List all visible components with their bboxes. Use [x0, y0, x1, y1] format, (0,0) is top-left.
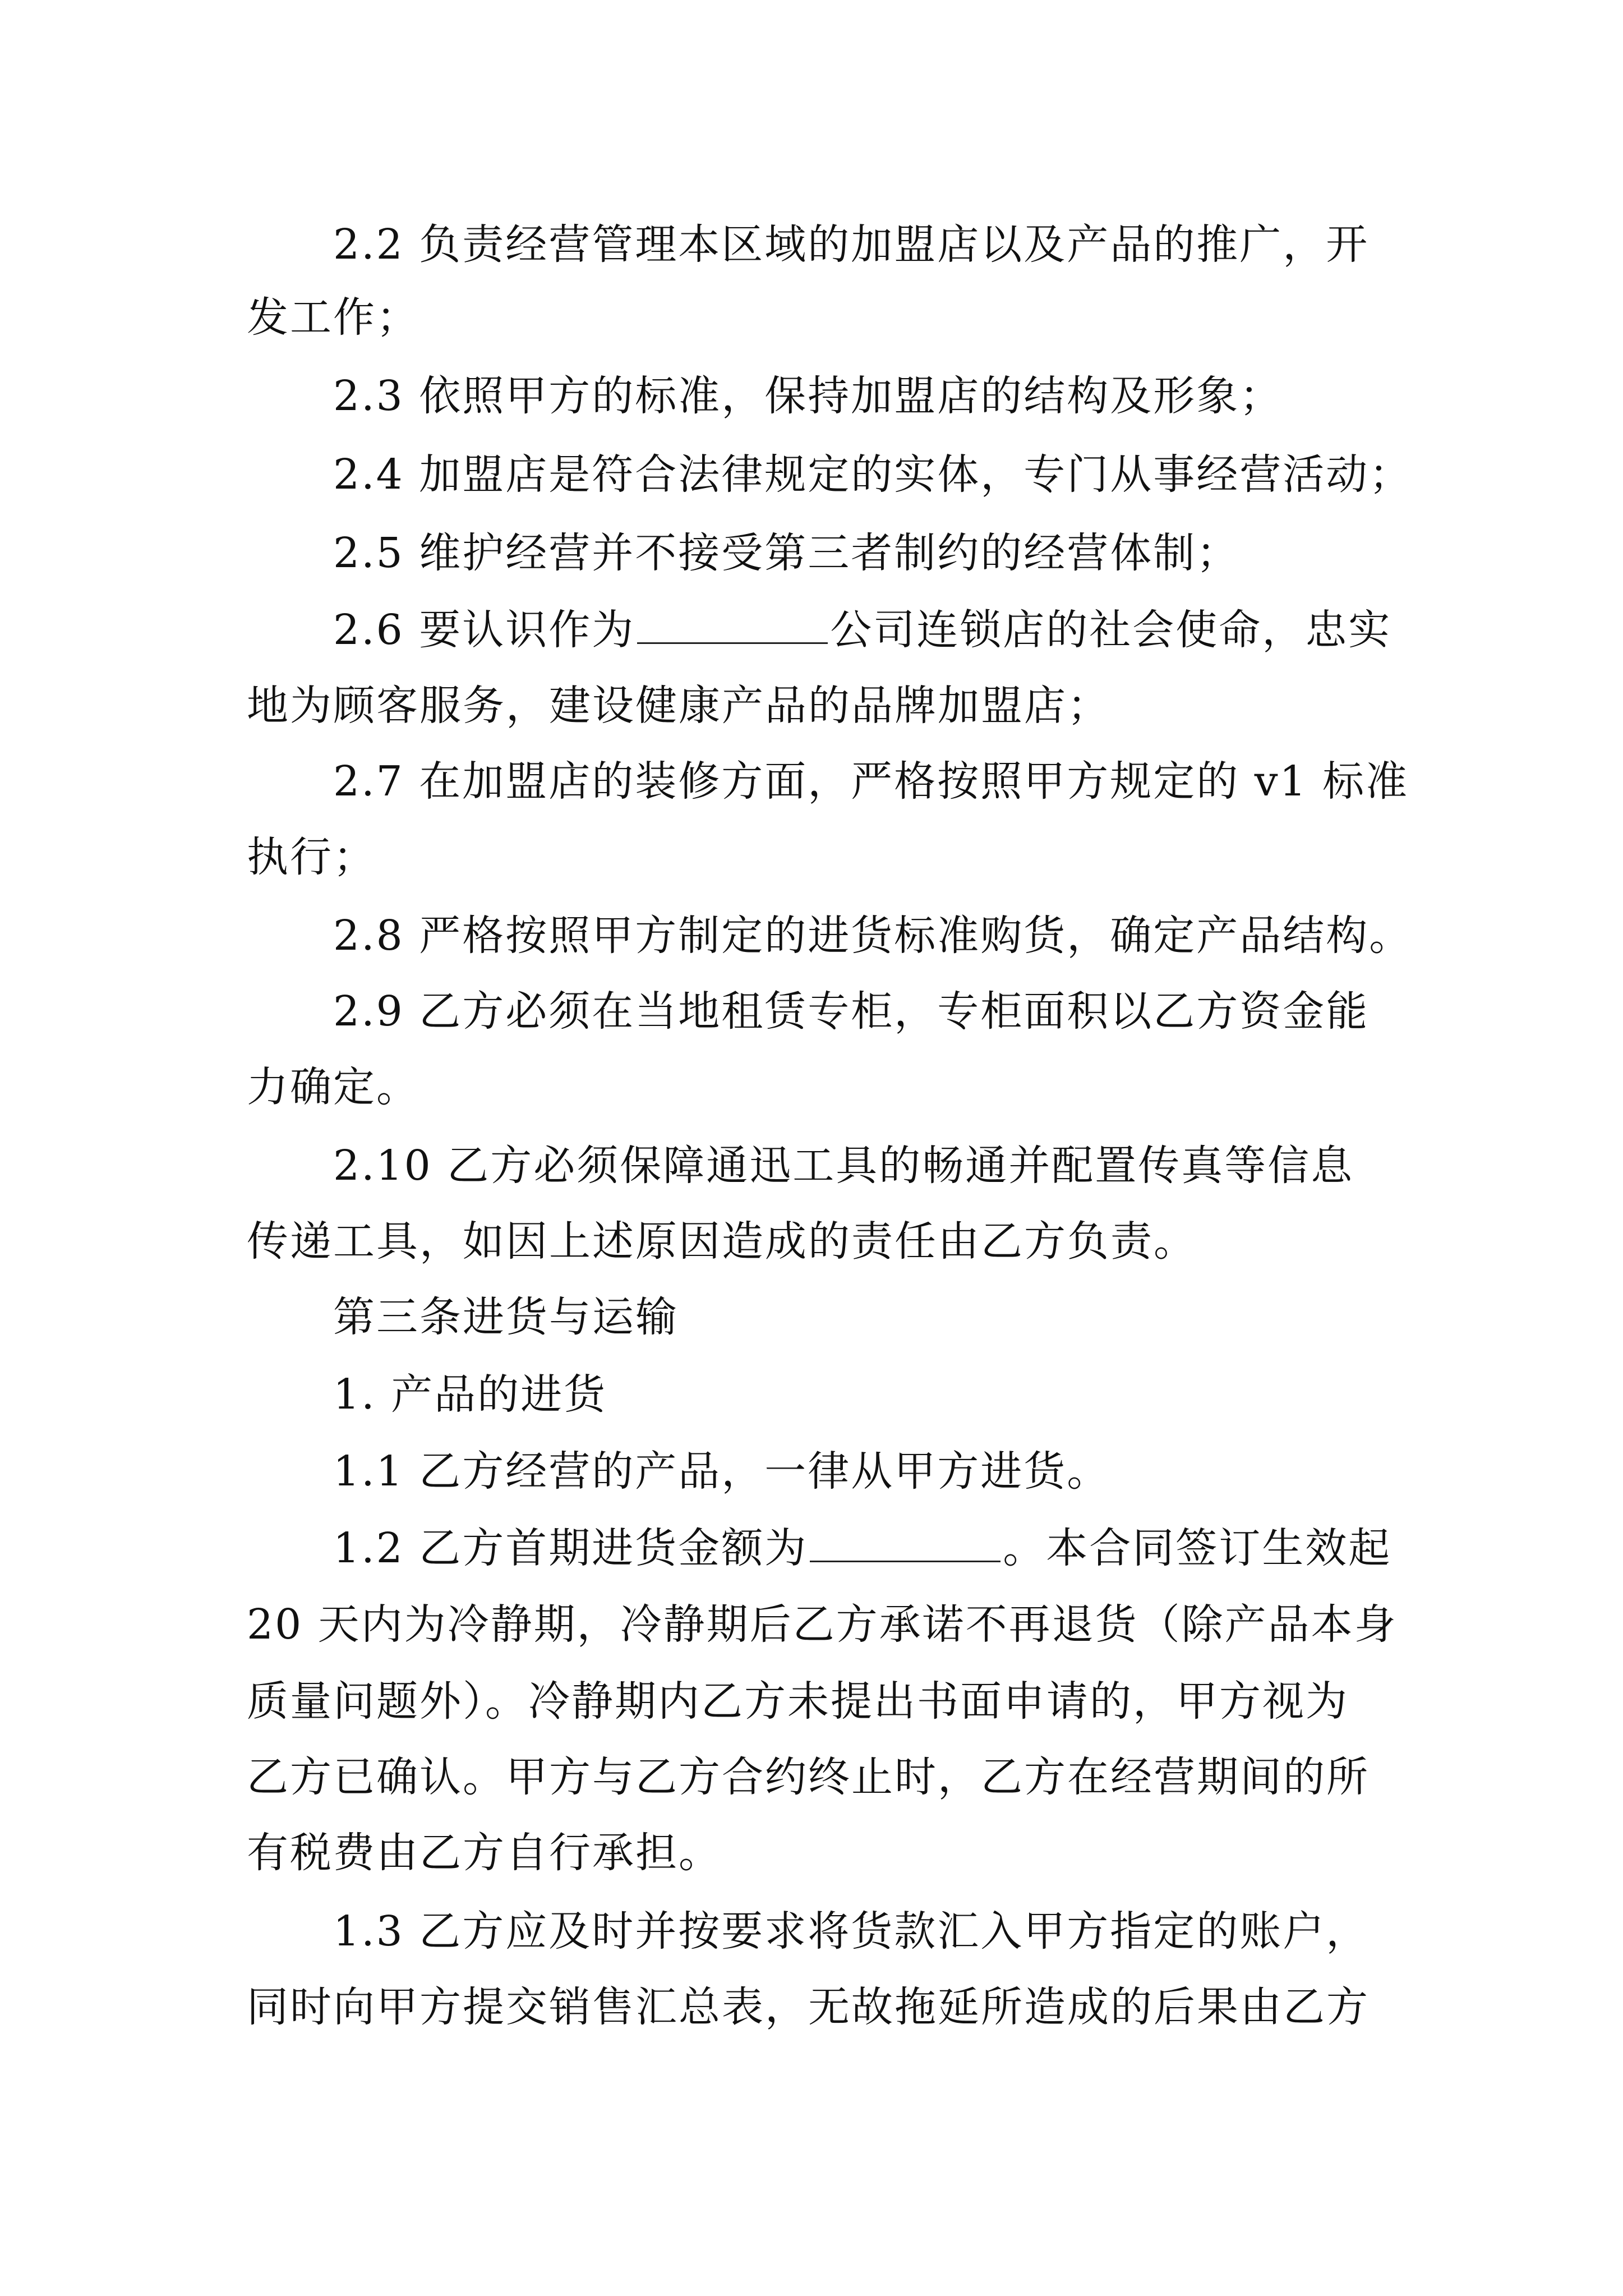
text-line: 乙方已确认。甲方与乙方合约终止时，乙方在经营期间的所: [247, 1753, 1370, 1801]
text-line: 2.7 在加盟店的装修方面，严格按照甲方规定的 v1 标准: [333, 757, 1409, 806]
text-segment: 2.6 要认识作为: [333, 606, 635, 654]
text-line: 执行；: [247, 833, 376, 881]
text-line: 20 天内为冷静期，冷静期后乙方承诺不再退货（除产品本身: [247, 1600, 1398, 1649]
text-line: 2.5 维护经营并不接受第三者制约的经营体制；: [333, 529, 1240, 577]
text-line: 传递工具，如因上述原因造成的责任由乙方负责。: [247, 1217, 1197, 1266]
fill-in-blank: [637, 608, 828, 644]
text-line: [333, 603, 1466, 657]
text-segment: 1.2 乙方首期进货金额为: [333, 1524, 808, 1572]
text-line: 发工作；: [247, 293, 419, 342]
text-line: 同时向甲方提交销售汇总表，无故拖延所造成的后果由乙方: [247, 1983, 1370, 2031]
fill-in-blank: [810, 1526, 1000, 1562]
text-line: 质量问题外）。冷静期内乙方未提出书面申请的，甲方视为: [247, 1677, 1349, 1726]
text-line: 力确定。: [247, 1063, 419, 1111]
text-line: 地为顾客服务，建设健康产品的品牌加盟店；: [247, 682, 1110, 730]
text-line: 2.3 依照甲方的标准，保持加盟店的结构及形象；: [333, 372, 1283, 420]
subsection-heading: 1. 产品的进货: [333, 1370, 607, 1419]
text-line: 1.3 乙方应及时并按要求将货款汇入甲方指定的账户，: [333, 1907, 1370, 1955]
text-line: 2.9 乙方必须在当地租赁专柜，专柜面积以乙方资金能: [333, 987, 1370, 1036]
section-heading: 第三条进货与运输: [333, 1293, 679, 1341]
text-line: 2.10 乙方必须保障通迅工具的畅通并配置传真等信息: [333, 1142, 1354, 1190]
text-segment: 。本合同签订生效起: [1003, 1524, 1392, 1572]
text-line: 2.2 负责经营管理本区域的加盟店以及产品的推广，开: [333, 220, 1370, 269]
text-line: 1.1 乙方经营的产品，一律从甲方进货。: [333, 1447, 1110, 1496]
text-line: 2.4 加盟店是符合法律规定的实体，专门从事经营活动；: [333, 450, 1413, 499]
text-line: [333, 1521, 1466, 1575]
text-segment: 公司连锁店的社会使命，忠实: [830, 606, 1392, 654]
text-line: 有税费由乙方自行承担。: [247, 1829, 722, 1877]
text-line: 2.8 严格按照甲方制定的进货标准购货，确定产品结构。: [333, 912, 1413, 960]
